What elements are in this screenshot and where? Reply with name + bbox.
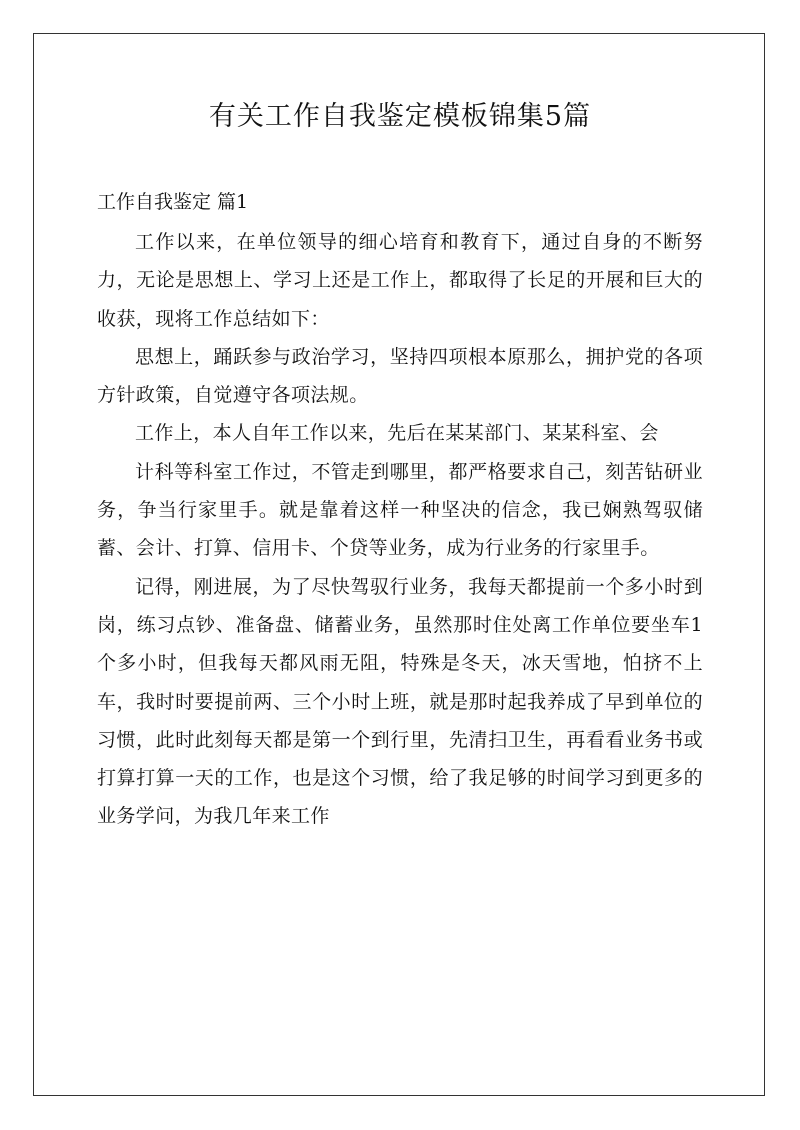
paragraph: 工作上，本人自年工作以来，先后在某某部门、某某科室、会 [135,422,659,445]
paragraph: 工作以来，在单位领导的细心培育和教育下，通过自身的不断努力，无论是思想上、学习上还是工作上，都取得了长足的开展和巨大的收获，现将工作总结如下： [97,231,703,330]
document-title: 有关工作自我鉴定模板锦集5篇 [208,101,592,132]
document-body [97,223,703,836]
paragraph: 思想上，踊跃参与政治学习，坚持四项根本原那么，拥护党的各项方针政策，自觉遵守各项法规。 [97,345,703,407]
section-heading: 工作自我鉴定 篇1 [97,191,249,213]
paragraph: 记得，刚进展，为了尽快驾驭行业务，我每天都提前一个多小时到岗，练习点钞、准备盘、储蓄业务，虽然那时住处离工作单位要坐车1个多小时，但我每天都风雨无阻，特殊是冬天，冰天雪地，怕挤不上车，我时时要提前两、三个小时上班，就是那时起我养成了早到单位的习惯，此时此刻每天都是第一个到行里，先清扫卫生，再看看业务书或打算打算一天的工作，也是这个习惯，给了我足够的时间学习到更多的业务学问，为我几年来工作 [97,575,703,828]
paragraph: 计科等科室工作过，不管走到哪里，都严格要求自己，刻苦钻研业务，争当行家里手。就是靠着这样一种坚决的信念，我已娴熟驾驭储蓄、会计、打算、信用卡、个贷等业务，成为行业务的行家里手。 [97,460,703,560]
